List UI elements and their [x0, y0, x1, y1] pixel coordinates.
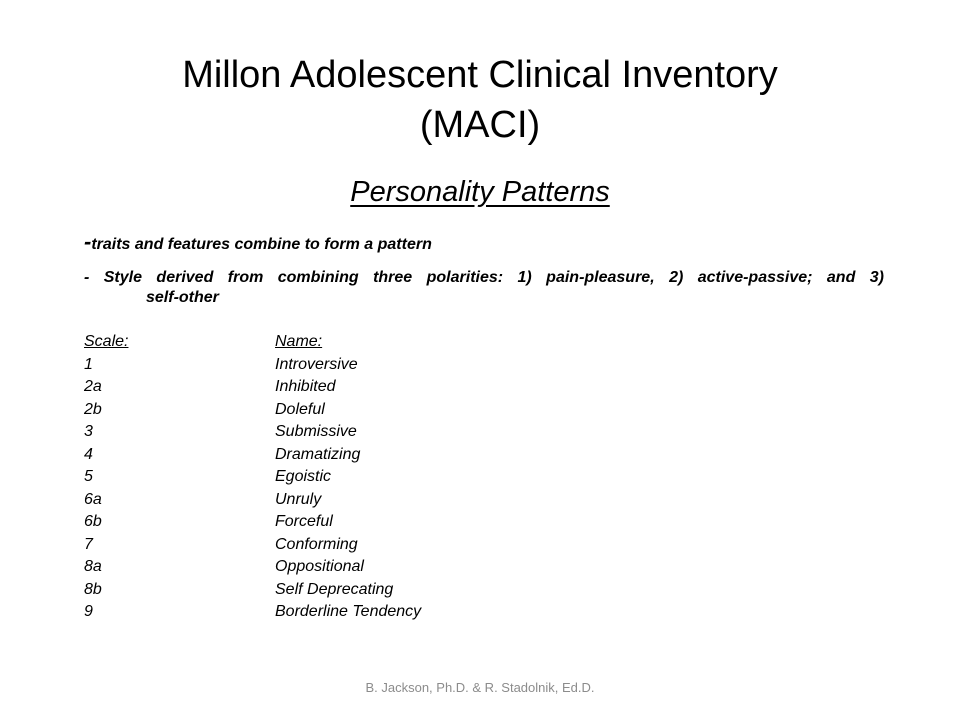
scale-name: Egoistic — [275, 468, 332, 485]
scale-code: 2b — [84, 400, 102, 418]
scale-name: Self Deprecating — [275, 580, 394, 598]
section-subtitle: Personality Patterns — [350, 176, 610, 208]
scale-name: Forceful — [275, 513, 333, 530]
scale-code: 2a — [84, 378, 102, 395]
footer-credit: B. Jackson, Ph.D. & R. Stadolnik, Ed.D. — [365, 680, 595, 695]
scale-name: Unruly — [275, 490, 322, 508]
scale-name: Doleful — [275, 400, 325, 418]
bullet-style-continuation: self-other — [146, 289, 219, 306]
bullet-traits — [84, 229, 884, 255]
scale-code: 5 — [84, 468, 93, 485]
slide-title — [0, 50, 960, 150]
bullet-style: - Style derived from combining three polarities: 1) pain-pleasure, 2) active-passive; and 3) — [84, 269, 884, 286]
bullet-dash: - — [84, 229, 92, 254]
title-line-2: (MACI) — [419, 104, 541, 146]
scale-code: 6b — [84, 513, 102, 530]
scale-name: Submissive — [275, 423, 357, 440]
scale-code: 1 — [84, 355, 93, 373]
scale-name: Oppositional — [275, 558, 364, 575]
scale-code: 4 — [84, 445, 93, 463]
title-line-1: Millon Adolescent Clinical Inventory — [182, 54, 778, 96]
scale-code: 9 — [84, 603, 93, 620]
scale-name: Introversive — [275, 355, 358, 373]
scale-code: 7 — [84, 535, 93, 553]
scale-code: 8a — [84, 558, 102, 575]
scale-name: Dramatizing — [275, 445, 361, 463]
header-name: Name: — [275, 333, 323, 350]
header-scale: Scale: — [84, 333, 129, 350]
scale-name: Borderline Tendency — [275, 603, 422, 620]
scale-code: 8b — [84, 580, 102, 598]
scale-name: Inhibited — [275, 378, 336, 395]
scale-code: 6a — [84, 490, 102, 508]
bullet-traits-text: traits and features combine to form a pattern — [91, 236, 432, 253]
scale-code: 3 — [84, 423, 93, 440]
scale-name: Conforming — [275, 535, 358, 553]
